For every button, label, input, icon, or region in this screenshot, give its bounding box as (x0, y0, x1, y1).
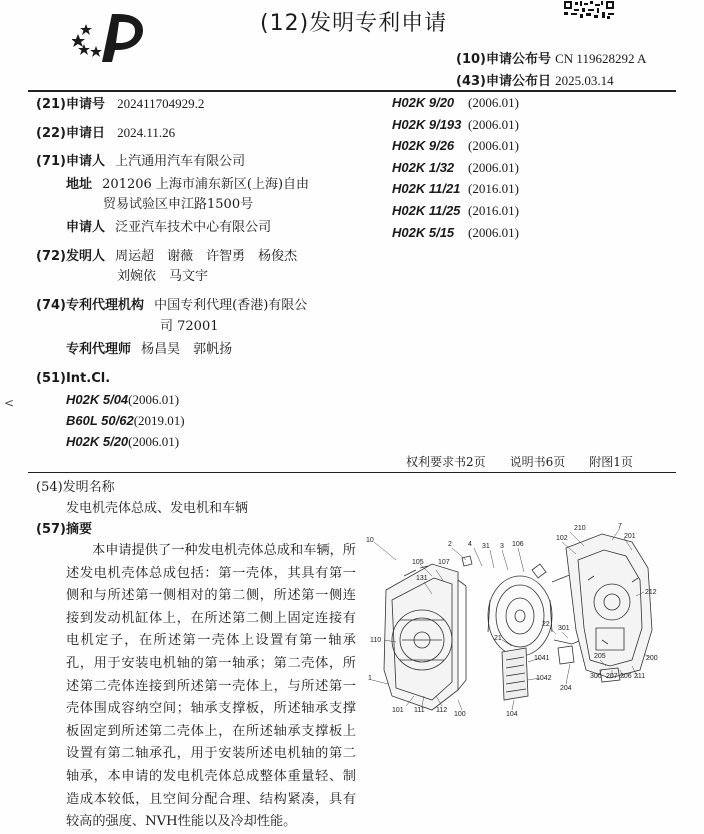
application-number-value: 202411704929.2 (117, 96, 205, 111)
classification-item (392, 138, 519, 160)
qr-code-icon (563, 0, 615, 20)
application-number (36, 95, 204, 113)
publication-number-label: (10)申请公布号 (456, 52, 551, 67)
patent-agent (66, 341, 232, 358)
cnipa-logo-icon (72, 10, 150, 64)
applicant-value: 上汽通用汽车有限公司 (115, 154, 246, 169)
margin-mark: < (4, 396, 15, 410)
figure-label: 2 (448, 541, 452, 548)
page-counts: 权利要求书2页 说明书6页 附图1页 (406, 455, 633, 469)
figure-label: 110 (370, 637, 382, 644)
application-date (36, 124, 175, 142)
figure-label: 101 (392, 707, 404, 714)
int-cl-item (66, 413, 185, 429)
address-line1: 201206 上海市浦东新区(上海)自由 (102, 177, 310, 192)
header-separator (28, 90, 676, 92)
figure-label: 4 (468, 541, 472, 548)
applicant (36, 153, 245, 170)
classification-item (392, 203, 519, 225)
figure-label: 300 (590, 673, 602, 680)
int-cl-item (66, 392, 179, 408)
classification-year: (2006.01) (468, 159, 519, 175)
classification-code: H02K 1/32 (392, 159, 455, 175)
classification-year: (2006.01) (468, 95, 519, 110)
publication-number-value: CN 119628292 A (555, 51, 647, 66)
figure-label: 100 (454, 711, 466, 718)
inventors-line2: 刘婉依 马文宇 (117, 269, 209, 284)
classification-list (392, 95, 519, 246)
classification-item (392, 225, 519, 247)
classification-code: H02K 9/20 (392, 95, 455, 110)
section-separator (28, 472, 676, 473)
address-line2: 贸易试验区申江路1500号 (103, 197, 254, 212)
classification-item (392, 117, 519, 139)
classification-item (392, 160, 519, 182)
invention-name-label: (54)发明名称 (36, 480, 115, 495)
classification-code: H02K 11/21 (392, 181, 461, 197)
publication-date-value: 2025.03.14 (555, 73, 614, 88)
co-applicant-value: 泛亚汽车技术中心有限公司 (115, 220, 272, 235)
patent-agency-line1: 中国专利代理(香港)有限公 (154, 298, 308, 313)
applicant-label: (71)申请人 (36, 154, 105, 169)
figure-label: 21 (494, 635, 502, 642)
int-cl-year: (2019.01) (133, 413, 185, 428)
classification-code: H02K 9/26 (392, 138, 455, 154)
figure-label: 111 (414, 707, 425, 714)
figure-label: 201 (624, 533, 636, 540)
abstract-label: (57)摘要 (36, 522, 92, 537)
int-cl-code: H02K 5/20 (66, 434, 129, 449)
int-cl-label-text: (51)Int.Cl. (36, 371, 111, 386)
int-cl-year: (2006.01) (128, 392, 180, 407)
int-cl-code: B60L 50/62 (66, 413, 134, 428)
patent-agent-value: 杨昌昊 郭帆扬 (141, 342, 233, 357)
patent-agency-line2: 司 72001 (160, 319, 219, 334)
figure-label: 212 (645, 589, 657, 596)
inventors-line1: 周运超 谢薇 许智勇 杨俊杰 (115, 249, 298, 264)
figure-label: 205 (594, 653, 606, 660)
figure-label: 301 (558, 625, 570, 632)
figure-label: 211 (634, 673, 646, 680)
inventors-label: (72)发明人 (36, 249, 105, 264)
classification-year: (2016.01) (468, 181, 519, 197)
figure-label: 7 (618, 523, 622, 530)
figure-label: 1041 (534, 655, 550, 662)
figure-label: 31 (482, 543, 490, 550)
figure-label: 10 (366, 537, 374, 544)
figure-label: 3 (500, 543, 504, 550)
abstract-paragraph: 本申请提供了一种发电机壳体总成和车辆，所述发电机壳体总成包括：第一壳体，其具有第一侧和与所述第一侧相对的第二侧，所述第一侧连接到发动机缸体上，在所述第二侧上固定连接有电机定子，在所述第一壳体上设置有第一轴承孔，用于安装电机轴的第一轴承；第二壳体，所述第二壳体连接到所述第一壳体上，与所述第一壳体围成容纳空间；轴承支撑板，所述轴承支撑板固定到所述第二壳体上，在所述轴承支撑板上设置有第二轴承孔，用于安装所述电机轴的第二轴承，本申请的发电机壳体总成整体重量轻、制造成本较低，且空间分配合理、结构紧凑，具有较高的强度、NVH性能以及冷却性能。 (66, 543, 356, 830)
int-cl-item (66, 434, 179, 450)
patent-agency-label: (74)专利代理机构 (36, 298, 144, 313)
int-cl-year: (2006.01) (128, 434, 180, 449)
figure-label: 105 (412, 559, 424, 566)
invention-name: 发电机壳体总成、发电机和车辆 (66, 501, 249, 516)
classification-year: (2006.01) (468, 224, 519, 240)
classification-year: (2016.01) (468, 202, 519, 218)
classification-year: (2006.01) (468, 138, 519, 154)
application-number-label: (21)申请号 (36, 97, 105, 112)
classification-code: H02K 11/25 (392, 202, 461, 218)
publication-date (456, 70, 614, 89)
figure-label: 204 (560, 685, 572, 692)
patent-agency (36, 297, 307, 314)
classification-code: H02K 9/193 (392, 116, 462, 132)
int-cl-label (36, 370, 110, 387)
address-label: 地址 (66, 177, 93, 192)
generator-exploded-drawing (362, 520, 702, 720)
figure-label: 131 (416, 575, 428, 582)
inventors (36, 248, 297, 265)
figure-label: 104 (506, 711, 518, 718)
figure-label: 107 (438, 559, 450, 566)
figure-label: 200 (646, 655, 658, 662)
publication-number (456, 48, 646, 67)
figure-label: 210 (574, 525, 586, 532)
classification-item (392, 181, 519, 203)
classification-year: (2006.01) (468, 116, 519, 132)
application-date-label: (22)申请日 (36, 126, 105, 141)
figure-label: 22 (542, 621, 550, 628)
figure-label: 112 (436, 707, 448, 714)
figure-label: 106 (512, 541, 524, 548)
figure-label: 1 (368, 675, 372, 682)
application-date-value: 2024.11.26 (117, 125, 176, 140)
co-applicant (66, 219, 271, 236)
co-applicant-label: 申请人 (66, 220, 106, 235)
abstract-text (66, 540, 356, 834)
figure-label: 1042 (536, 675, 552, 682)
figure-label: 206 (620, 673, 632, 680)
int-cl-code: H02K 5/04 (66, 392, 129, 407)
classification-code: H02K 5/15 (392, 224, 455, 240)
figure-label: 102 (556, 535, 568, 542)
classification-item (392, 95, 519, 117)
document-title: (12)发明专利申请 (260, 11, 448, 36)
figure-label: 207 (606, 673, 618, 680)
patent-agent-label: 专利代理师 (66, 342, 132, 357)
publication-date-label: (43)申请公布日 (456, 74, 551, 89)
address (66, 176, 309, 193)
